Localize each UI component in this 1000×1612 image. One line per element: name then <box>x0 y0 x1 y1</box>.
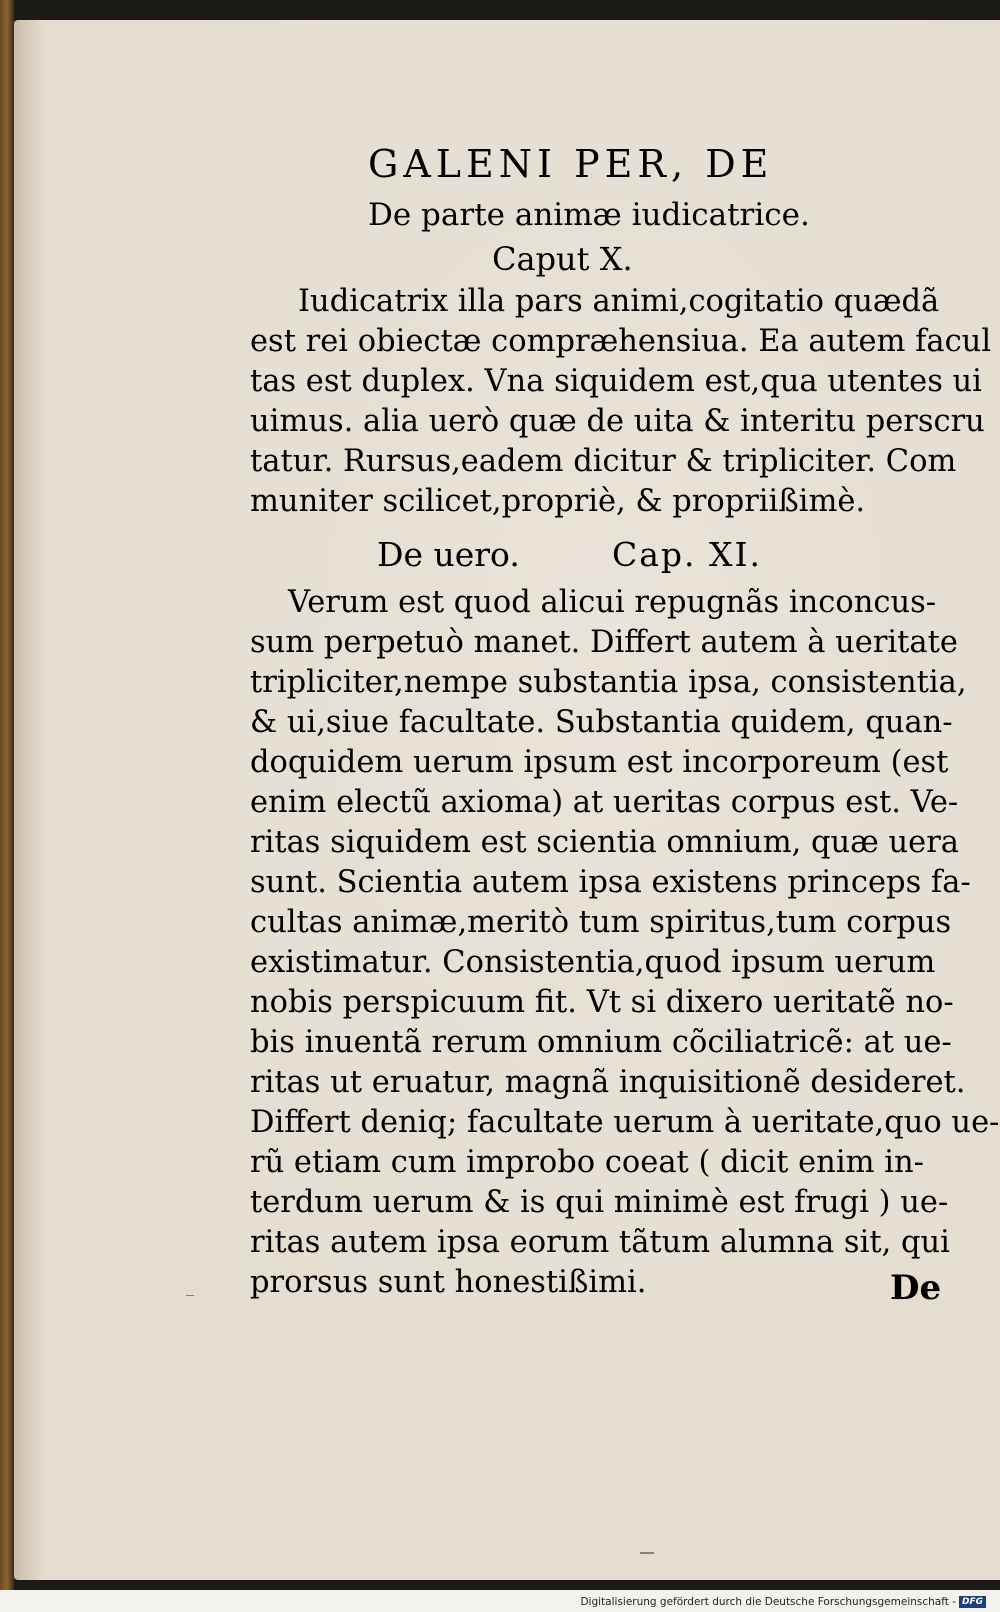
ink-speck <box>186 1295 194 1296</box>
text-line: Differt deniq; facultate uerum à ueritate,quo ue- <box>250 1105 1000 1140</box>
heading-de-uero: De uero. <box>377 535 520 574</box>
section-title: De parte animæ iudicatrice. <box>368 197 810 233</box>
text-line: bis inuentã rerum omnium cõciliatricẽ: at ue- <box>250 1025 952 1060</box>
text-line: ritas siquidem est scientia omnium, quæ uera <box>250 825 959 860</box>
text-line: tripliciter,nempe substantia ipsa, consistentia, <box>250 665 967 700</box>
running-head: GALENI PER, DE <box>368 142 774 186</box>
text-line: tatur. Rursus,eadem dicitur & tripliciter. Com <box>250 444 957 479</box>
text-line: & ui,siue facultate. Substantia quidem, quan- <box>250 705 953 740</box>
text-line: uimus. alia uerò quæ de uita & interitu perscru <box>250 404 985 439</box>
text-line: sunt. Scientia autem ipsa existens princeps fa- <box>250 865 971 900</box>
text-line: Iudicatrix illa pars animi,cogitatio quædã <box>298 284 940 319</box>
ink-speck <box>640 1552 654 1554</box>
text-line: terdum uerum & is qui minimè est frugi ) ue- <box>250 1185 949 1220</box>
dfg-logo: DFG <box>959 1596 986 1608</box>
text-line: nobis perspicuum fit. Vt si dixero ueritatẽ no- <box>250 985 954 1020</box>
footer-text: Digitalisierung gefördert durch die Deutsche Forschungsgemeinschaft - <box>580 1596 956 1608</box>
text-line: prorsus sunt honestißimi. <box>250 1265 647 1300</box>
text-line: doquidem uerum ipsum est incorporeum (est <box>250 745 949 780</box>
catchword: De <box>890 1268 942 1308</box>
text-line: sum perpetuò manet. Differt autem à ueritate <box>250 625 958 660</box>
text-line: tas est duplex. Vna siquidem est,qua utentes ui <box>250 364 982 399</box>
text-line: muniter scilicet,propriè, & propriißimè. <box>250 484 866 519</box>
text-line: est rei obiectæ compræhensiua. Ea autem facul <box>250 324 992 359</box>
paragraph-chapter-11 <box>250 583 1000 1303</box>
digitization-footer <box>580 1596 986 1608</box>
text-line: ritas autem ipsa eorum tãtum alumna sit, qui <box>250 1225 950 1260</box>
chapter-label-11: Cap. XI. <box>612 535 763 574</box>
paragraph-chapter-10 <box>250 282 992 522</box>
text-line: cultas animæ,meritò tum spiritus,tum corpus <box>250 905 952 940</box>
chapter-label: Caput X. <box>492 240 633 278</box>
text-line: existimatur. Consistentia,quod ipsum uerum <box>250 945 936 980</box>
text-line: ritas ut eruatur, magnã inquisitionẽ desideret. <box>250 1065 966 1100</box>
text-line: enim electũ axioma) at ueritas corpus est. Ve- <box>250 785 959 820</box>
text-line: Verum est quod alicui repugnãs inconcus- <box>288 585 937 620</box>
text-line: rũ etiam cum improbo coeat ( dicit enim in- <box>250 1145 924 1180</box>
book-spine <box>0 0 14 1590</box>
